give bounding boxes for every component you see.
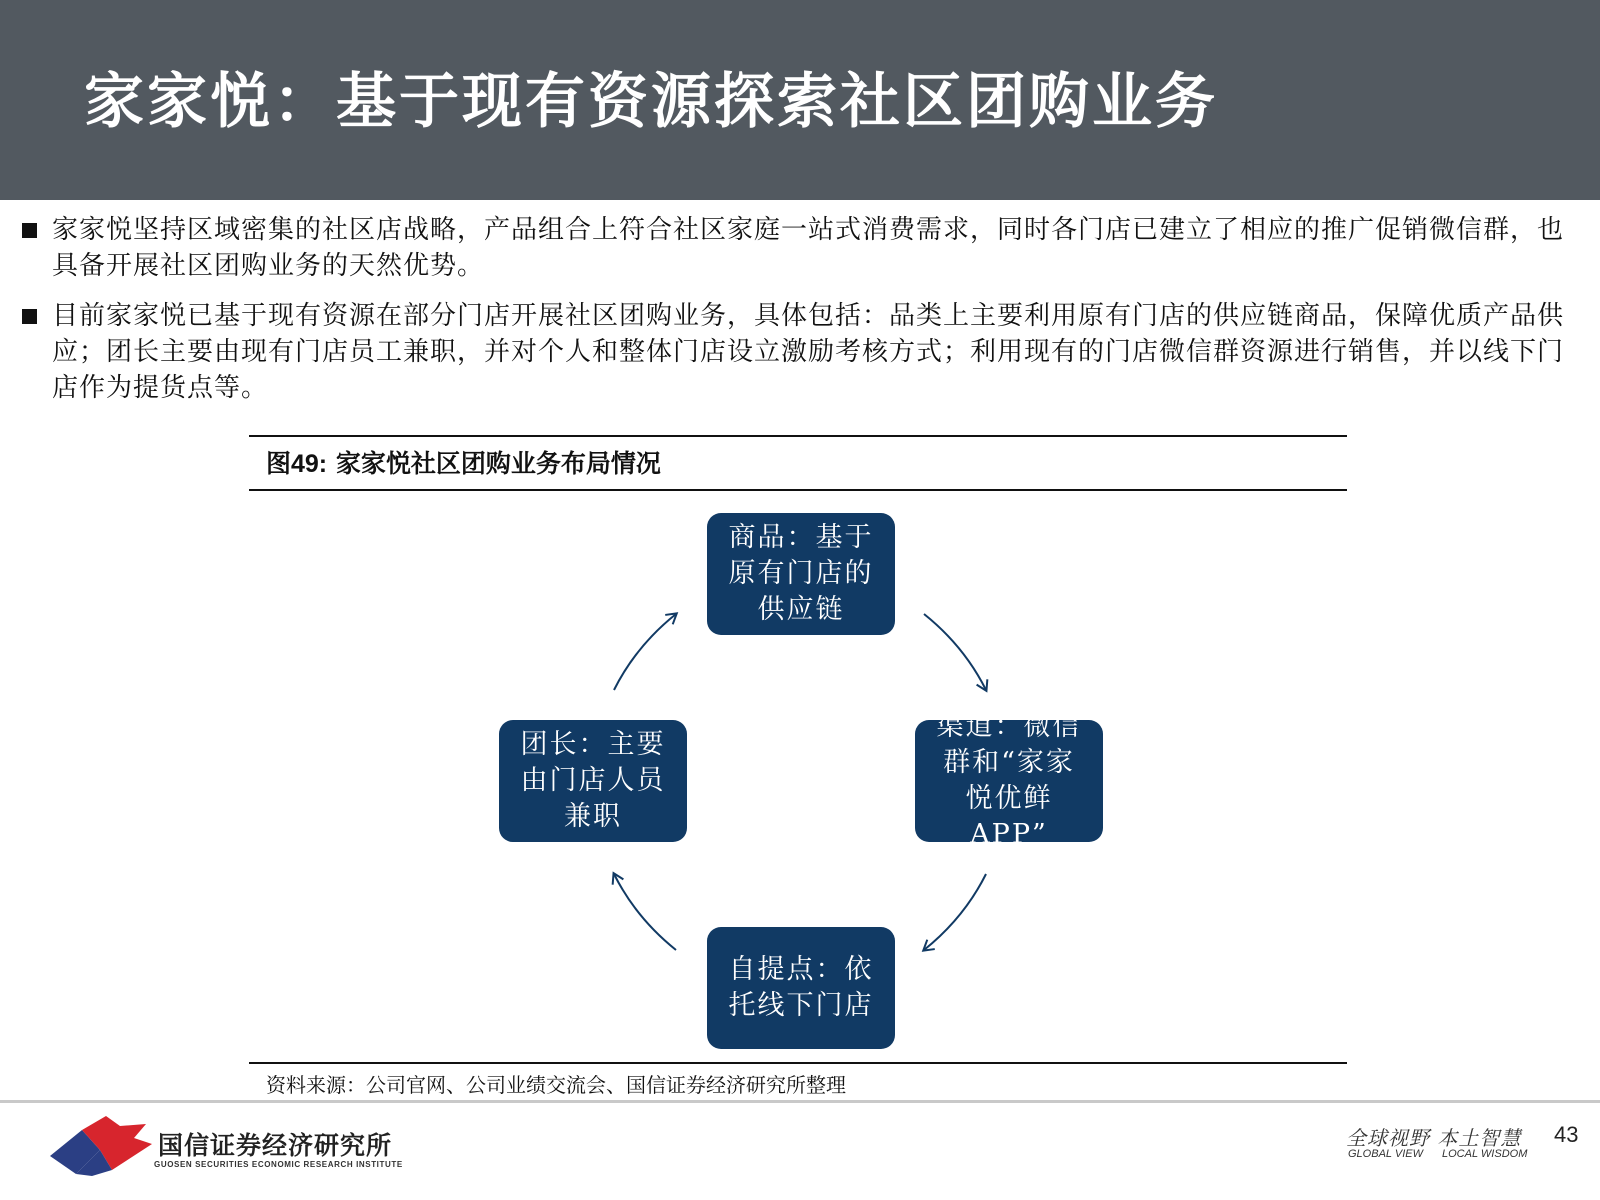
figure-caption: 家家悦社区团购业务布局情况 — [335, 449, 661, 478]
slogan-en-local: LOCAL WISDOM — [1442, 1148, 1528, 1160]
figure-number: 图49: — [266, 450, 328, 478]
figure-source: 资料来源：公司官网、公司业绩交流会、国信证券经济研究所整理 — [266, 1073, 846, 1097]
page-number: 43 — [1554, 1122, 1579, 1147]
node-channels — [915, 711, 1103, 850]
node-pickup-label: 自提点：依托线下门店 — [728, 954, 874, 1021]
footer-divider — [0, 1100, 1600, 1103]
node-group-leaders — [499, 720, 687, 842]
page-title: 家家悦：基于现有资源探索社区团购业务 — [84, 67, 1218, 137]
node-pickup-points — [707, 927, 895, 1049]
arrow-bottom-to-left — [614, 874, 676, 950]
bullet-text: 目前家家悦已基于现有资源在部分门店开展社区团购业务，具体包括：品类上主要利用原有门店的供应链商品，保障优质产品供应；团长主要由现有门店员工兼职，并对个人和整体门店设立激励考核方式；利用现有的门店微信群资源进行销售，并以线下门店作为提货点等。 — [52, 301, 1565, 403]
node-products — [707, 513, 895, 635]
bullet-text: 家家悦坚持区域密集的社区店战略，产品组合上符合社区家庭一站式消费需求，同时各门店已建立了相应的推广促销微信群，也具备开展社区团购业务的天然优势。 — [52, 215, 1565, 281]
guosen-logo-icon — [48, 1116, 152, 1178]
logo-name-cn: 国信证券经济研究所 — [158, 1131, 393, 1160]
logo-name-en: GUOSEN SECURITIES ECONOMIC RESEARCH INSTITUTE — [154, 1160, 403, 1169]
arrow-right-to-bottom — [924, 874, 986, 950]
node-leaders-label: 团长：主要由门店人员兼职 — [520, 729, 666, 832]
arrow-top-to-right — [924, 614, 986, 690]
arrow-left-to-top — [614, 614, 676, 690]
slogan-cn: 全球视野 本土智慧 — [1346, 1126, 1522, 1150]
slogan-en-global: GLOBAL VIEW — [1348, 1148, 1423, 1160]
node-channels-label: 渠道：微信群和“家家悦优鲜APP” — [936, 711, 1082, 850]
figure-bottom-rule — [249, 1062, 1347, 1064]
node-products-label: 商品：基于原有门店的供应链 — [728, 522, 874, 625]
